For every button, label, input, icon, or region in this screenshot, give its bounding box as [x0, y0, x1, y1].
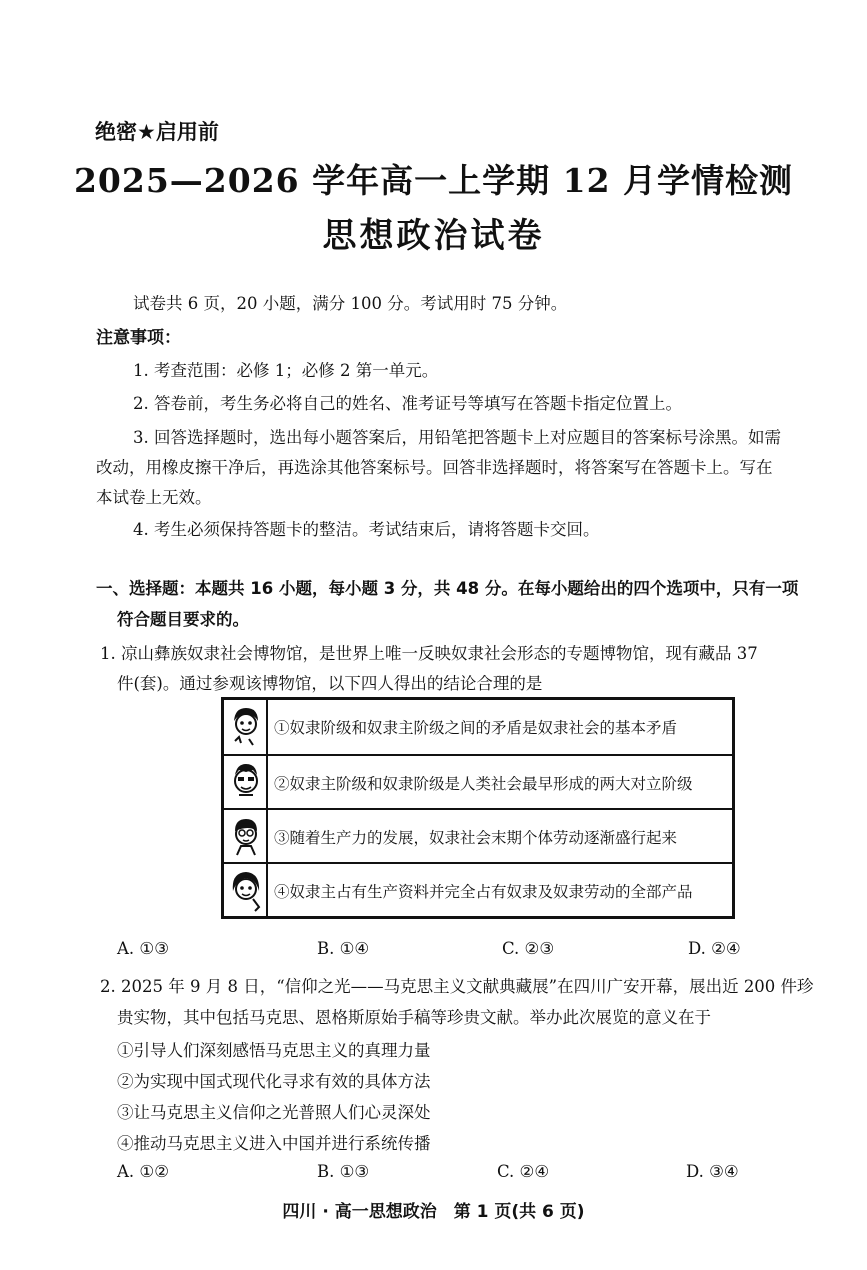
q1-stem-cont: 件(套)。通过参观该博物馆，以下四人得出的结论合理的是 [117, 674, 543, 693]
exam-title: 2025—2026 学年高一上学期 12 月学情检测 [73, 161, 794, 200]
q2-option-b[interactable]: B. ①③ [317, 1162, 370, 1181]
q1-stem: 1. 凉山彝族奴隶社会博物馆，是世界上唯一反映奴隶社会形态的专题博物馆，现有藏品 37 [100, 644, 758, 663]
page-footer: 四川 · 高一思想政治 第 1 页(共 6 页) [282, 1202, 585, 1222]
q2-option-c[interactable]: C. ②④ [497, 1162, 550, 1181]
notice-line: 改动，用橡皮擦干净后，再选涂其他答案标号。回答非选择题时，将答案写在答题卡上。写在 [96, 458, 773, 477]
notice-line: 2. 答卷前，考生务必将自己的姓名、准考证号等填写在答题卡指定位置上。 [133, 394, 682, 413]
q1-statement-row [224, 808, 732, 864]
q1-statement: ①奴隶阶级和奴隶主阶级之间的矛盾是奴隶社会的基本矛盾 [274, 719, 678, 737]
person-icon [224, 810, 268, 864]
section-heading: 一、选择题：本题共 16 小题，每小题 3 分，共 48 分。在每小题给出的四个选项中，只有一项 [96, 579, 799, 598]
q1-cartoon-table [221, 697, 735, 919]
exam-intro: 试卷共 6 页，20 小题，满分 100 分。考试用时 75 分钟。 [133, 294, 568, 313]
q2-item: ②为实现中国式现代化寻求有效的具体方法 [117, 1072, 431, 1091]
notice-line: 本试卷上无效。 [96, 488, 212, 507]
q2-stem-cont: 贵实物，其中包括马克思、恩格斯原始手稿等珍贵文献。举办此次展览的意义在于 [117, 1008, 711, 1027]
q2-stem: 2. 2025 年 9 月 8 日，“信仰之光——马克思主义文献典藏展”在四川广安开幕，展出近 200 件珍 [100, 977, 814, 996]
notice-line: 3. 回答选择题时，选出每小题答案后，用铅笔把答题卡上对应题目的答案标号涂黑。如需 [133, 428, 781, 447]
q2-item: ③让马克思主义信仰之光普照人们心灵深处 [117, 1103, 431, 1122]
person-icon [224, 864, 268, 918]
q1-statement-row [224, 700, 732, 754]
section-heading-cont: 符合题目要求的。 [117, 610, 249, 629]
q2-option-a[interactable]: A. ①② [117, 1162, 169, 1181]
q2-item: ①引导人们深刻感悟马克思主义的真理力量 [117, 1041, 431, 1060]
q1-option-b[interactable]: B. ①④ [317, 939, 370, 958]
q1-option-c[interactable]: C. ②③ [502, 939, 555, 958]
notice-line: 1. 考查范围：必修 1；必修 2 第一单元。 [133, 361, 439, 380]
q1-statement: ②奴隶主阶级和奴隶阶级是人类社会最早形成的两大对立阶级 [274, 775, 693, 793]
q1-statement: ③随着生产力的发展，奴隶社会末期个体劳动逐渐盛行起来 [274, 829, 678, 847]
confidential-label: 绝密★启用前 [95, 120, 219, 144]
q2-item: ④推动马克思主义进入中国并进行系统传播 [117, 1134, 431, 1153]
person-icon [224, 700, 268, 754]
notice-line: 4. 考生必须保持答题卡的整洁。考试结束后，请将答题卡交回。 [133, 520, 600, 539]
q1-statement: ④奴隶主占有生产资料并完全占有奴隶及奴隶劳动的全部产品 [274, 883, 693, 901]
q2-option-d[interactable]: D. ③④ [686, 1162, 739, 1181]
notice-heading: 注意事项： [96, 328, 181, 348]
q1-statement-row [224, 862, 732, 918]
person-icon [224, 756, 268, 810]
q1-statement-row [224, 754, 732, 810]
q1-option-a[interactable]: A. ①③ [117, 939, 169, 958]
exam-subject: 思想政治试卷 [322, 216, 545, 256]
q1-option-d[interactable]: D. ②④ [688, 939, 741, 958]
